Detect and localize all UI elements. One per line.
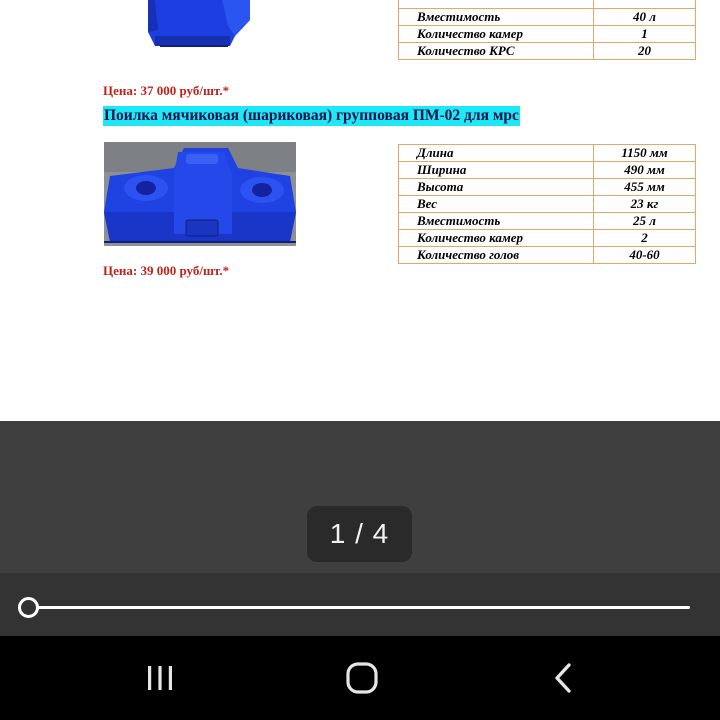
spec-value: 25 л: [594, 213, 696, 230]
back-button[interactable]: [519, 636, 609, 720]
spec-label: Длина: [399, 145, 594, 162]
page-seekbar[interactable]: [28, 606, 690, 609]
spec-value: [594, 0, 696, 9]
page-seekbar-panel: [0, 573, 720, 636]
back-icon: [549, 661, 579, 695]
recent-apps-button[interactable]: [115, 636, 205, 720]
table-row: [399, 247, 696, 264]
product-title: Поилка мячиковая (шариковая) групповая ПМ-02 для мрс: [104, 107, 519, 124]
spec-table-top: [398, 0, 696, 60]
table-row: [399, 213, 696, 230]
table-row: [399, 43, 696, 60]
recent-apps-icon: [145, 663, 175, 693]
spec-value: 455 мм: [594, 179, 696, 196]
spec-value: 2: [594, 230, 696, 247]
product-image: [104, 142, 296, 246]
table-row: [399, 230, 696, 247]
spec-label: Количество голов: [399, 247, 594, 264]
spec-table: [398, 144, 696, 264]
table-row: [399, 9, 696, 26]
spec-value: 40 л: [594, 9, 696, 26]
spec-value: 20: [594, 43, 696, 60]
table-row: [399, 145, 696, 162]
table-row: [399, 26, 696, 43]
home-icon: [345, 661, 379, 695]
spec-value: 40-60: [594, 247, 696, 264]
system-nav-bar: [0, 636, 720, 720]
spec-value: 1: [594, 26, 696, 43]
product-image-top: [100, 0, 270, 56]
spec-label: Количество КРС: [399, 43, 594, 60]
spec-label: Вес: [399, 196, 594, 213]
table-row: [399, 179, 696, 196]
table-row: [399, 0, 696, 9]
price-label: Цена: 37 000 руб/шт.*: [103, 83, 230, 98]
home-button[interactable]: [317, 636, 407, 720]
page-indicator: 1 / 4: [307, 506, 412, 562]
table-row: [399, 162, 696, 179]
spec-label: Вместимость: [399, 213, 594, 230]
price-label: Цена: 39 000 руб/шт.*: [103, 263, 230, 278]
spec-label: Ширина: [399, 162, 594, 179]
spec-label: Количество камер: [399, 230, 594, 247]
table-row: [399, 196, 696, 213]
page-seekbar-thumb[interactable]: [18, 597, 39, 618]
spec-label: [399, 0, 594, 9]
spec-value: 23 кг: [594, 196, 696, 213]
spec-label: Количество камер: [399, 26, 594, 43]
spec-value: 1150 мм: [594, 145, 696, 162]
spec-label: Высота: [399, 179, 594, 196]
spec-value: 490 мм: [594, 162, 696, 179]
spec-label: Вместимость: [399, 9, 594, 26]
